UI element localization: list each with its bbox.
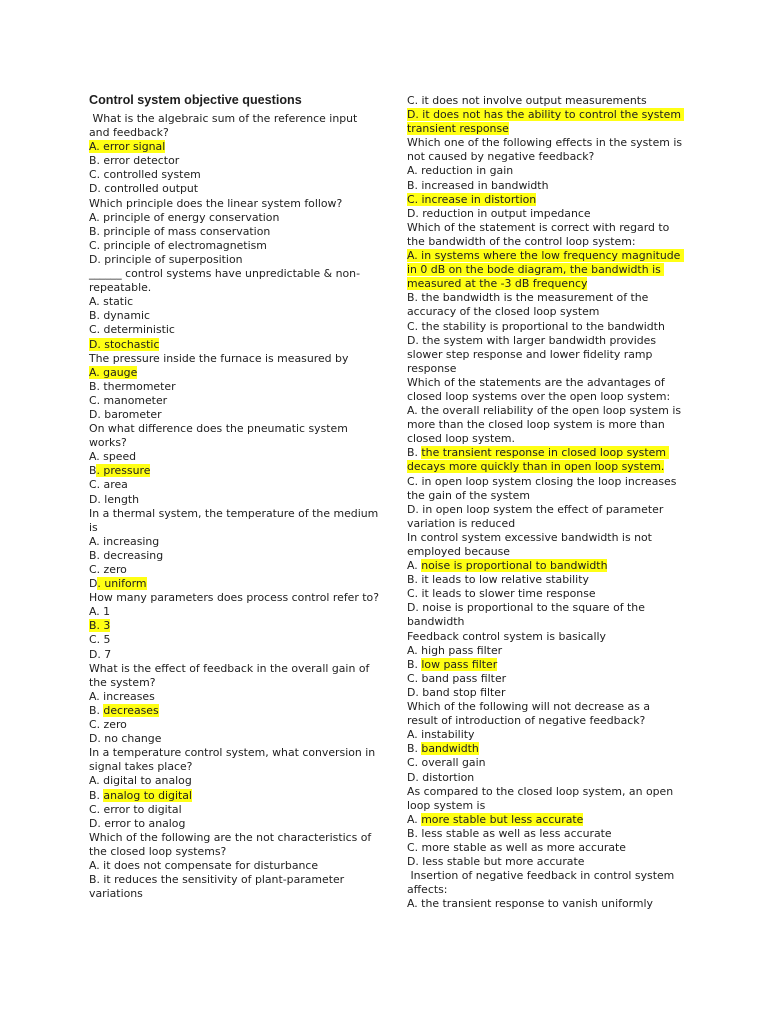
answer-option: A. high pass filter bbox=[407, 643, 503, 657]
answer-option: C. controlled system bbox=[89, 168, 201, 182]
answer-option: D. no change bbox=[89, 732, 162, 746]
question-text: What is the algebraic sum of the reference input and feedback? bbox=[89, 112, 361, 140]
answer-option: A. the transient response to vanish uniformly bbox=[407, 897, 653, 911]
answer-option: A. it does not compensate for disturbance bbox=[89, 858, 319, 872]
answer-option: C. increase in distortion bbox=[407, 192, 537, 206]
question-text: In a thermal system, the temperature of the medium is bbox=[89, 506, 382, 534]
answer-option: C. zero bbox=[89, 563, 127, 576]
right-column bbox=[407, 94, 686, 911]
answer-option: C. 5 bbox=[89, 633, 111, 647]
answer-option: D. the system with larger bandwidth provides slower step response and lower fidelity ramp response bbox=[407, 333, 660, 375]
answer-option: A. in systems where the low frequency magnitude in 0 dB on the bode diagram, the bandwidth is measured at the -3 dB frequency bbox=[407, 249, 684, 291]
answer-option: C. area bbox=[89, 478, 128, 492]
question-text: How many parameters does process control refer to? bbox=[89, 591, 380, 605]
answer-option: C. it leads to slower time response bbox=[407, 587, 596, 601]
answer-option: B. low pass filter bbox=[407, 657, 498, 671]
answer-option: B. 3 bbox=[89, 619, 111, 633]
answer-option: D. 7 bbox=[89, 647, 112, 661]
question-text: ______ control systems have unpredictable & non-repeatable. bbox=[89, 267, 361, 295]
answer-option: D. noise is proportional to the square of the bandwidth bbox=[407, 601, 649, 629]
answer-option: B. bandwidth bbox=[407, 742, 479, 756]
answer-option: B. it reduces the sensitivity of plant-parameter variations bbox=[89, 873, 348, 901]
answer-option: D. error to analog bbox=[89, 816, 186, 830]
question-text: The pressure inside the furnace is measured by bbox=[89, 351, 349, 365]
answer-option: A. 1 bbox=[89, 605, 111, 619]
question-text: Which of the following will not decrease as a result of introduction of negative feedback? bbox=[407, 700, 654, 728]
answer-option: D. stochastic bbox=[89, 337, 160, 351]
answer-option: C. it does not involve output measurements bbox=[407, 94, 647, 107]
answer-option: A. the overall reliability of the open loop system is more than the closed loop system is more than closed loop system. bbox=[407, 404, 685, 446]
answer-option: A. error signal bbox=[89, 140, 166, 154]
question-text: As compared to the closed loop system, an open loop system is bbox=[407, 784, 677, 812]
question-text: Which of the statements are the advantages of closed loop systems over the open loop system: bbox=[407, 375, 671, 403]
answer-option: C. zero bbox=[89, 718, 127, 732]
answer-option: D. it does not has the ability to control the system transient response bbox=[407, 108, 685, 136]
question-text: Which of the following are the not characteristics of the closed loop systems? bbox=[89, 830, 375, 858]
answer-option: A. static bbox=[89, 295, 134, 309]
page-title: Control system objective questions bbox=[89, 93, 302, 107]
question-text: Feedback control system is basically bbox=[407, 629, 606, 643]
answer-option: A. increases bbox=[89, 689, 155, 703]
answer-option: A. principle of energy conservation bbox=[89, 210, 280, 224]
answer-option: B. principle of mass conservation bbox=[89, 224, 271, 238]
answer-option: D. length bbox=[89, 492, 140, 506]
answer-option: B. the bandwidth is the measurement of the accuracy of the closed loop system bbox=[407, 291, 652, 319]
answer-option: B. the transient response in closed loop system decays more quickly than in open loop system. bbox=[407, 446, 670, 474]
answer-option: A. more stable but less accurate bbox=[407, 812, 584, 826]
answer-option: B. increased in bandwidth bbox=[407, 178, 549, 192]
answer-option: C. error to digital bbox=[89, 802, 182, 816]
answer-option: A. gauge bbox=[89, 365, 138, 379]
answer-option: D. barometer bbox=[89, 407, 162, 421]
question-text: In a temperature control system, what conversion in signal takes place? bbox=[89, 746, 379, 774]
question-text: On what difference does the pneumatic system works? bbox=[89, 422, 352, 450]
answer-option: B. decreases bbox=[89, 703, 159, 717]
answer-option: A. increasing bbox=[89, 534, 160, 548]
answer-option: C. the stability is proportional to the bandwidth bbox=[407, 319, 665, 333]
answer-option: B. thermometer bbox=[89, 379, 176, 393]
question-text: In control system excessive bandwidth is not employed because bbox=[407, 530, 656, 558]
answer-option: C. in open loop system closing the loop increases the gain of the system bbox=[407, 474, 680, 502]
answer-option: C. deterministic bbox=[89, 323, 175, 337]
answer-option: B. it leads to low relative stability bbox=[407, 573, 589, 587]
answer-option: B. error detector bbox=[89, 154, 180, 168]
answer-option: A. speed bbox=[89, 450, 137, 464]
answer-option: C. band pass filter bbox=[407, 671, 507, 685]
question-text: What is the effect of feedback in the overall gain of the system? bbox=[89, 661, 373, 689]
answer-option: D. less stable but more accurate bbox=[407, 855, 585, 869]
answer-option: A. instability bbox=[407, 728, 475, 742]
left-column bbox=[89, 92, 382, 901]
answer-option: B. dynamic bbox=[89, 309, 150, 323]
answer-option: A. noise is proportional to bandwidth bbox=[407, 559, 608, 573]
answer-option: A. reduction in gain bbox=[407, 164, 514, 178]
answer-option: B. decreasing bbox=[89, 548, 164, 562]
answer-option: B. analog to digital bbox=[89, 788, 192, 802]
answer-option: D. principle of superposition bbox=[89, 252, 243, 266]
answer-option: A. digital to analog bbox=[89, 774, 192, 788]
answer-option: B. less stable as well as less accurate bbox=[407, 826, 612, 840]
answer-option: C. more stable as well as more accurate bbox=[407, 840, 627, 854]
answer-option: D. in open loop system the effect of parameter variation is reduced bbox=[407, 502, 667, 530]
question-text: Which one of the following effects in the system is not caused by negative feedback? bbox=[407, 136, 686, 164]
answer-option: D. controlled output bbox=[89, 182, 199, 196]
answer-option: C. principle of electromagnetism bbox=[89, 238, 267, 252]
question-text: Which of the statement is correct with regard to the bandwidth of the control loop system: bbox=[407, 220, 673, 248]
answer-option: C. manometer bbox=[89, 393, 168, 407]
question-text: Which principle does the linear system follow? bbox=[89, 196, 343, 210]
answer-option: B. pressure bbox=[89, 464, 151, 478]
answer-option: C. overall gain bbox=[407, 756, 486, 770]
answer-option: D. uniform bbox=[89, 577, 147, 591]
question-text: Insertion of negative feedback in control system affects: bbox=[407, 869, 678, 897]
answer-option: D. reduction in output impedance bbox=[407, 206, 591, 220]
answer-option: D. band stop filter bbox=[407, 685, 506, 699]
answer-option: D. distortion bbox=[407, 770, 475, 784]
